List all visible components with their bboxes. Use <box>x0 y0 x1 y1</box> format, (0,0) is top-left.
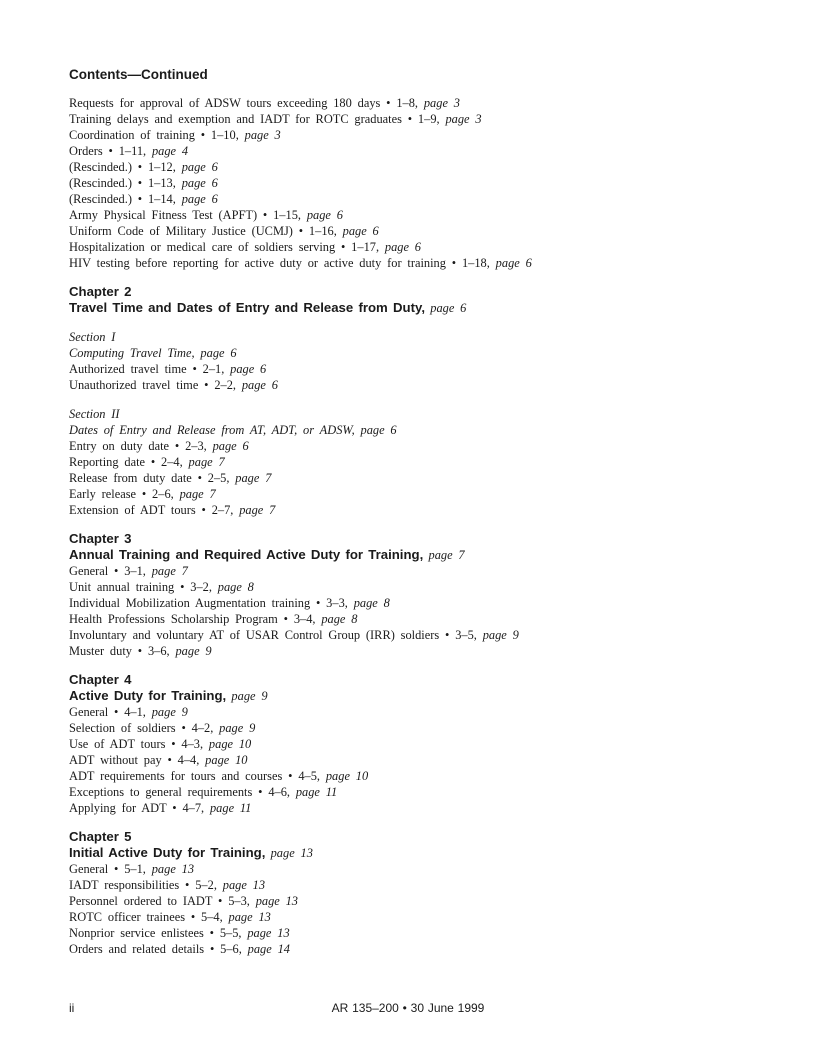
toc-entry <box>69 579 749 595</box>
toc-entry <box>69 361 749 377</box>
entry-page-ref: page 7 <box>239 503 276 517</box>
entry-page-ref: page 11 <box>209 801 252 815</box>
entry-paragraph-ref: 1–8, <box>396 96 424 110</box>
entry-paragraph-ref: 1–15, <box>273 208 307 222</box>
entry-paragraph-ref: 1–17, <box>351 240 385 254</box>
chapter-title: Annual Training and Required Active Duty for Training, <box>69 547 429 562</box>
entry-title: Entry on duty date <box>69 439 170 453</box>
entry-page-ref: page 13 <box>255 894 299 908</box>
chapter-block <box>69 672 749 816</box>
entry-title: Uniform Code of Military Justice (UCMJ) <box>69 224 293 238</box>
entry-page-ref: page 6 <box>241 378 278 392</box>
bullet-separator: • <box>212 894 229 908</box>
chapter-title-line <box>69 845 749 861</box>
bullet-separator: • <box>108 862 125 876</box>
entry-paragraph-ref: 1–16, <box>308 224 343 238</box>
chapter-page-ref: page 9 <box>231 689 268 703</box>
toc-entry <box>69 925 749 941</box>
entry-paragraph-ref: 4–2, <box>191 721 220 735</box>
entry-title: Individual Mobilization Augmentation training <box>69 596 311 610</box>
folio-page-number: ii <box>69 1001 75 1015</box>
entry-title: Early release <box>69 487 137 501</box>
footer-citation: AR 135–200 • 30 June 1999 <box>331 1001 485 1015</box>
toc-body <box>69 95 749 957</box>
entry-title: (Rescinded.) <box>69 160 132 174</box>
toc-entry <box>69 223 749 239</box>
bullet-separator: • <box>166 801 183 815</box>
bullet-separator: • <box>445 256 462 270</box>
entry-page-ref: page 7 <box>179 487 216 501</box>
entry-page-ref: page 3 <box>244 128 281 142</box>
entry-paragraph-ref: 2–1, <box>202 362 231 376</box>
entry-page-ref: page 9 <box>219 721 256 735</box>
bullet-separator: • <box>252 785 269 799</box>
entry-title: Hospitalization or medical care of soldiers serving <box>69 240 336 254</box>
chapter-label: Chapter 4 <box>69 672 132 687</box>
section-name: Section I <box>69 330 116 344</box>
toc-entry <box>69 377 749 393</box>
chapter-title-line <box>69 300 749 316</box>
chapter-label: Chapter 5 <box>69 829 132 844</box>
bullet-separator: • <box>179 878 196 892</box>
bullet-separator: • <box>204 942 221 956</box>
entry-title: Coordination of training <box>69 128 195 142</box>
entry-page-ref: page 7 <box>188 455 225 469</box>
entry-page-ref: page 6 <box>230 362 267 376</box>
entry-page-ref: page 9 <box>151 705 188 719</box>
entry-paragraph-ref: 4–7, <box>182 801 210 815</box>
chapter-title: Initial Active Duty for Training, <box>69 845 271 860</box>
entry-paragraph-ref: 2–3, <box>185 439 213 453</box>
bullet-separator: • <box>292 224 309 238</box>
entry-page-ref: page 3 <box>423 96 460 110</box>
bullet-separator: • <box>257 208 274 222</box>
bullet-separator: • <box>136 487 153 501</box>
chapter-title-line <box>69 547 749 563</box>
toc-entry <box>69 143 749 159</box>
entry-title: Unauthorized travel time <box>69 378 199 392</box>
entry-page-ref: page 6 <box>342 224 379 238</box>
entry-paragraph-ref: 4–4, <box>177 753 206 767</box>
entry-page-ref: page 6 <box>495 256 532 270</box>
chapter-page-ref: page 7 <box>428 548 465 562</box>
entry-page-ref: page 10 <box>205 753 248 767</box>
bullet-separator: • <box>198 378 215 392</box>
entry-paragraph-ref: 5–6, <box>220 942 248 956</box>
bullet-separator: • <box>310 596 327 610</box>
toc-entry <box>69 941 749 957</box>
section-subtitle-text: Dates of Entry and Release from AT, ADT, or ADSW, <box>69 423 361 437</box>
entry-title: Authorized travel time <box>69 362 187 376</box>
entry-page-ref: page 7 <box>151 564 188 578</box>
entry-page-ref: page 13 <box>228 910 271 924</box>
bullet-separator: • <box>174 580 191 594</box>
bullet-separator: • <box>175 721 192 735</box>
entry-title: HIV testing before reporting for active duty or active duty for training <box>69 256 446 270</box>
entry-page-ref: page 13 <box>222 878 266 892</box>
toc-entry <box>69 861 749 877</box>
bullet-separator: • <box>186 362 203 376</box>
bullet-separator: • <box>131 176 148 190</box>
entry-title: ADT requirements for tours and courses <box>69 769 283 783</box>
entry-title: Reporting date <box>69 455 146 469</box>
toc-entry <box>69 595 749 611</box>
entry-paragraph-ref: 5–1, <box>124 862 152 876</box>
entry-paragraph-ref: 5–5, <box>219 926 248 940</box>
bullet-separator: • <box>191 471 208 485</box>
section-block <box>69 406 749 518</box>
bullet-separator: • <box>102 144 119 158</box>
entry-title: Orders and related details <box>69 942 205 956</box>
toc-entry <box>69 704 749 720</box>
entry-title: (Rescinded.) <box>69 192 132 206</box>
entry-page-ref: page 6 <box>181 160 218 174</box>
entry-paragraph-ref: 1–9, <box>417 112 446 126</box>
toc-entry <box>69 438 749 454</box>
page-content <box>69 67 749 957</box>
entry-paragraph-ref: 4–3, <box>181 737 209 751</box>
bullet-separator: • <box>169 439 186 453</box>
entry-title: Exceptions to general requirements <box>69 785 253 799</box>
bullet-separator: • <box>203 926 220 940</box>
toc-entry <box>69 207 749 223</box>
section-name: Section II <box>69 407 120 421</box>
entry-page-ref: page 6 <box>306 208 343 222</box>
entry-title: Nonprior service enlistees <box>69 926 204 940</box>
entry-title: Applying for ADT <box>69 801 167 815</box>
entry-page-ref: page 9 <box>175 644 212 658</box>
chapter-page-ref: page 13 <box>270 846 313 860</box>
entry-page-ref: page 8 <box>353 596 390 610</box>
entry-title: Muster duty <box>69 644 132 658</box>
bullet-separator: • <box>194 128 211 142</box>
toc-entry <box>69 909 749 925</box>
entry-paragraph-ref: 3–2, <box>190 580 218 594</box>
toc-entry <box>69 784 749 800</box>
toc-entry <box>69 502 749 518</box>
toc-entry <box>69 159 749 175</box>
entry-paragraph-ref: 1–14, <box>147 192 182 206</box>
entry-paragraph-ref: 4–1, <box>124 705 152 719</box>
section-subtitle-text: Computing Travel Time, <box>69 346 201 360</box>
chapter-page-ref: page 6 <box>430 301 467 315</box>
entry-title: ROTC officer trainees <box>69 910 186 924</box>
toc-entry <box>69 127 749 143</box>
entry-page-ref: page 7 <box>235 471 272 485</box>
section-page-ref: page 6 <box>360 423 397 437</box>
toc-entry <box>69 470 749 486</box>
contents-continued-heading: Contents—Continued <box>69 67 208 82</box>
entry-paragraph-ref: 5–2, <box>195 878 223 892</box>
bullet-separator: • <box>439 628 456 642</box>
entry-paragraph-ref: 1–11, <box>118 144 152 158</box>
entry-title: General <box>69 564 109 578</box>
toc-entry <box>69 255 749 271</box>
section-subtitle-line <box>69 345 749 361</box>
page-footer <box>69 1001 747 1016</box>
toc-entry <box>69 877 749 893</box>
entry-title: Personnel ordered to IADT <box>69 894 213 908</box>
chapter-block <box>69 531 749 659</box>
section-block <box>69 329 749 393</box>
toc-entry <box>69 191 749 207</box>
entry-paragraph-ref: 3–4, <box>293 612 322 626</box>
entry-title: Unit annual training <box>69 580 175 594</box>
toc-entry <box>69 111 749 127</box>
entry-title: Use of ADT tours <box>69 737 166 751</box>
bullet-separator: • <box>145 455 162 469</box>
entry-title: Requests for approval of ADSW tours exceeding 180 days <box>69 96 381 110</box>
chapter-block <box>69 829 749 957</box>
entry-title: (Rescinded.) <box>69 176 132 190</box>
chapter-block <box>69 284 749 518</box>
entry-page-ref: page 4 <box>151 144 189 158</box>
toc-entry <box>69 800 749 816</box>
bullet-separator: • <box>282 769 299 783</box>
entry-title: Release from duty date <box>69 471 192 485</box>
entry-page-ref: page 10 <box>208 737 252 751</box>
entry-paragraph-ref: 1–12, <box>147 160 182 174</box>
bullet-separator: • <box>131 160 148 174</box>
toc-entry <box>69 239 749 255</box>
bullet-separator: • <box>131 644 148 658</box>
entry-title: Army Physical Fitness Test (APFT) <box>69 208 258 222</box>
bullet-separator: • <box>108 564 125 578</box>
entry-title: General <box>69 705 109 719</box>
entry-title: IADT responsibilities <box>69 878 180 892</box>
toc-entry <box>69 95 749 111</box>
entry-paragraph-ref: 3–1, <box>124 564 152 578</box>
chapter-title-line <box>69 688 749 704</box>
entry-page-ref: page 6 <box>384 240 421 254</box>
toc-entry <box>69 563 749 579</box>
bullet-separator: • <box>161 753 178 767</box>
bullet-separator: • <box>277 612 294 626</box>
chapter-label: Chapter 2 <box>69 284 132 299</box>
entry-paragraph-ref: 3–5, <box>455 628 483 642</box>
toc-entry <box>69 768 749 784</box>
chapter-label: Chapter 3 <box>69 531 132 546</box>
toc-entry <box>69 752 749 768</box>
bullet-separator: • <box>165 737 182 751</box>
entry-page-ref: page 9 <box>482 628 519 642</box>
entry-paragraph-ref: 4–6, <box>268 785 296 799</box>
bullet-separator: • <box>335 240 352 254</box>
toc-entry <box>69 720 749 736</box>
toc-entry <box>69 643 749 659</box>
entry-page-ref: page 6 <box>181 192 218 206</box>
toc-entry <box>69 454 749 470</box>
entry-paragraph-ref: 4–5, <box>298 769 326 783</box>
chapter-title: Active Duty for Training, <box>69 688 232 703</box>
entry-paragraph-ref: 5–3, <box>228 894 256 908</box>
bullet-separator: • <box>131 192 148 206</box>
entry-paragraph-ref: 2–5, <box>207 471 236 485</box>
section-subtitle-line <box>69 422 749 438</box>
entry-page-ref: page 14 <box>247 942 290 956</box>
toc-entry <box>69 736 749 752</box>
entry-paragraph-ref: 1–10, <box>210 128 245 142</box>
entry-paragraph-ref: 2–7, <box>211 503 240 517</box>
entry-title: Health Professions Scholarship Program <box>69 612 278 626</box>
entry-paragraph-ref: 2–6, <box>152 487 180 501</box>
entry-title: Training delays and exemption and IADT for ROTC graduates <box>69 112 402 126</box>
bullet-separator: • <box>195 503 212 517</box>
entry-paragraph-ref: 3–3, <box>326 596 354 610</box>
entry-page-ref: page 8 <box>321 612 358 626</box>
entry-paragraph-ref: 3–6, <box>147 644 176 658</box>
entry-page-ref: page 6 <box>212 439 249 453</box>
chapter-title: Travel Time and Dates of Entry and Release from Duty, <box>69 300 431 315</box>
entry-title: Involuntary and voluntary AT of USAR Control Group (IRR) soldiers <box>69 628 440 642</box>
entry-paragraph-ref: 5–4, <box>201 910 229 924</box>
entry-page-ref: page 10 <box>325 769 369 783</box>
entry-page-ref: page 8 <box>217 580 254 594</box>
entry-page-ref: page 11 <box>295 785 338 799</box>
entry-paragraph-ref: 1–18, <box>461 256 496 270</box>
bullet-separator: • <box>185 910 202 924</box>
entry-title: Orders <box>69 144 103 158</box>
toc-entry <box>69 627 749 643</box>
toc-entry <box>69 611 749 627</box>
entry-paragraph-ref: 1–13, <box>147 176 182 190</box>
bullet-separator: • <box>401 112 418 126</box>
entry-page-ref: page 6 <box>181 176 218 190</box>
entry-paragraph-ref: 2–2, <box>214 378 242 392</box>
entry-paragraph-ref: 2–4, <box>161 455 189 469</box>
toc-entry <box>69 486 749 502</box>
entry-page-ref: page 13 <box>151 862 195 876</box>
section-page-ref: page 6 <box>200 346 237 360</box>
entry-title: Extension of ADT tours <box>69 503 196 517</box>
toc-entry <box>69 893 749 909</box>
bullet-separator: • <box>108 705 125 719</box>
entry-title: Selection of soldiers <box>69 721 176 735</box>
entry-page-ref: page 3 <box>445 112 482 126</box>
entry-page-ref: page 13 <box>247 926 290 940</box>
entry-title: General <box>69 862 109 876</box>
toc-entry <box>69 175 749 191</box>
bullet-separator: • <box>380 96 397 110</box>
entry-title: ADT without pay <box>69 753 162 767</box>
